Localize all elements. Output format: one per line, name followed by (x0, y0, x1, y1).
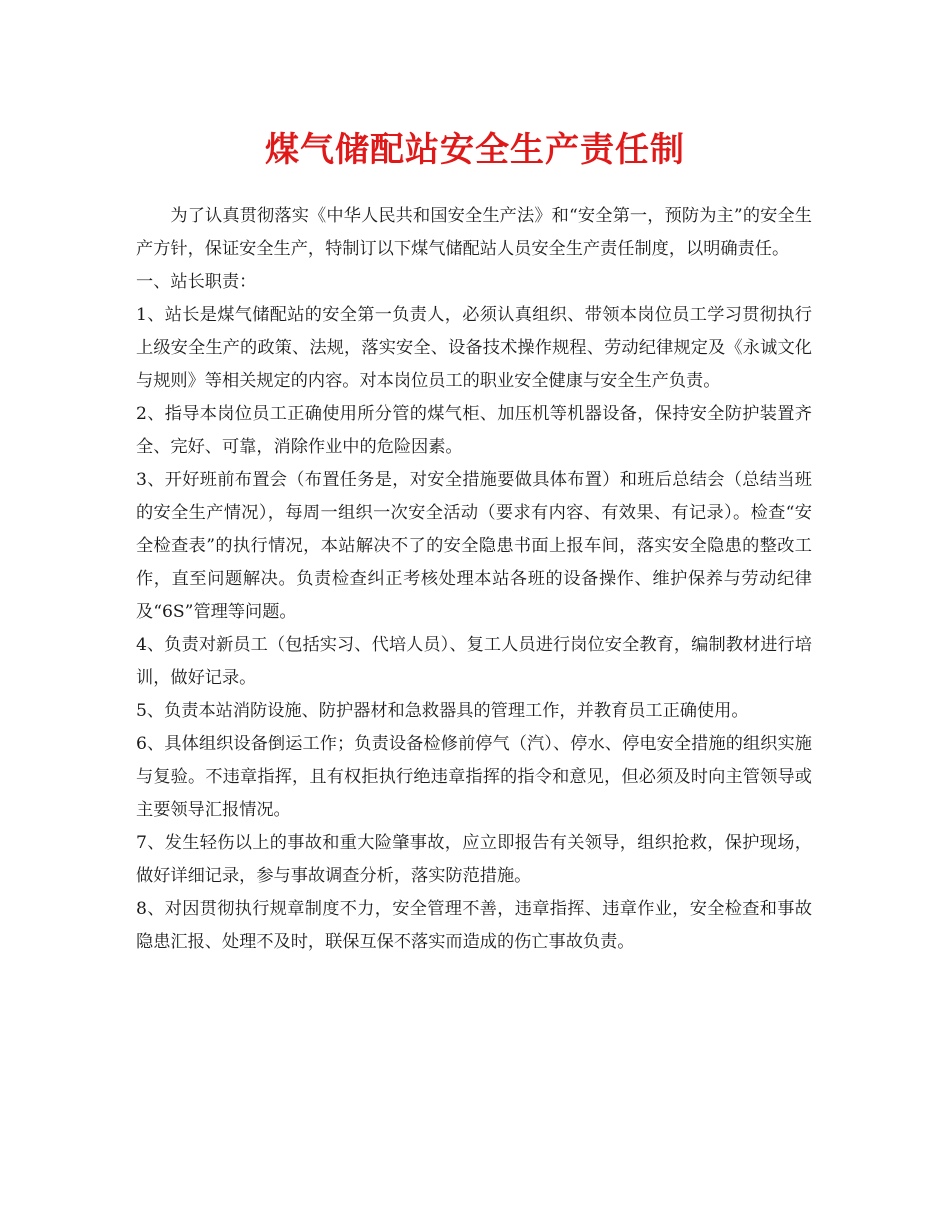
duty-item-5: 5、负责本站消防设施、防护器材和急救器具的管理工作，并教育员工正确使用。 (136, 701, 749, 721)
duty-item-4: 4、负责对新员工（包括实习、代培人员）、复工人员进行岗位安全教育，编制教材进行培训，做好记录。 (136, 635, 812, 688)
duty-item-3: 3、开好班前布置会（布置任务是，对安全措施要做具体布置）和班后总结会（总结当班的安全生产情况），每周一组织一次安全活动（要求有内容、有效果、有记录）。检查“安全检查表”的执行情况，本站解决不了的安全隐患书面上报车间，落实安全隐患的整改工作，直至问题解决。负责检查纠正考核处理本站各班的设备操作、维护保养与劳动纪律及“6S”管理等问题。 (136, 470, 812, 622)
duty-item-7: 7、发生轻伤以上的事故和重大险肇事故，应立即报告有关领导，组织抢救，保护现场，做好详细记录，参与事故调查分析，落实防范措施。 (136, 833, 812, 886)
document-body (136, 200, 812, 959)
duty-item-2: 2、指导本岗位员工正确使用所分管的煤气柜、加压机等机器设备，保持安全防护装置齐全、完好、可靠，消除作业中的危险因素。 (136, 404, 812, 457)
document-title: 煤气储配站安全生产责任制 (265, 130, 685, 170)
duty-item-6: 6、具体组织设备倒运工作；负责设备检修前停气（汽）、停水、停电安全措施的组织实施与复验。不违章指挥，且有权拒执行绝违章指挥的指令和意见，但必须及时向主管领导或主要领导汇报情况。 (136, 734, 812, 820)
section-heading: 一、站长职责： (136, 272, 257, 292)
intro-paragraph: 为了认真贯彻落实《中华人民共和国安全生产法》和“安全第一，预防为主”的安全生产方针，保证安全生产，特制订以下煤气储配站人员安全生产责任制度，以明确责任。 (136, 206, 812, 259)
duty-item-1: 1、站长是煤气储配站的安全第一负责人，必须认真组织、带领本岗位员工学习贯彻执行上级安全生产的政策、法规，落实安全、设备技术操作规程、劳动纪律规定及《永诚文化与规则》等相关规定的内容。对本岗位员工的职业安全健康与安全生产负责。 (136, 305, 812, 391)
duty-item-8: 8、对因贯彻执行规章制度不力，安全管理不善，违章指挥、违章作业，安全检查和事故隐患汇报、处理不及时，联保互保不落实而造成的伤亡事故负责。 (136, 899, 812, 952)
